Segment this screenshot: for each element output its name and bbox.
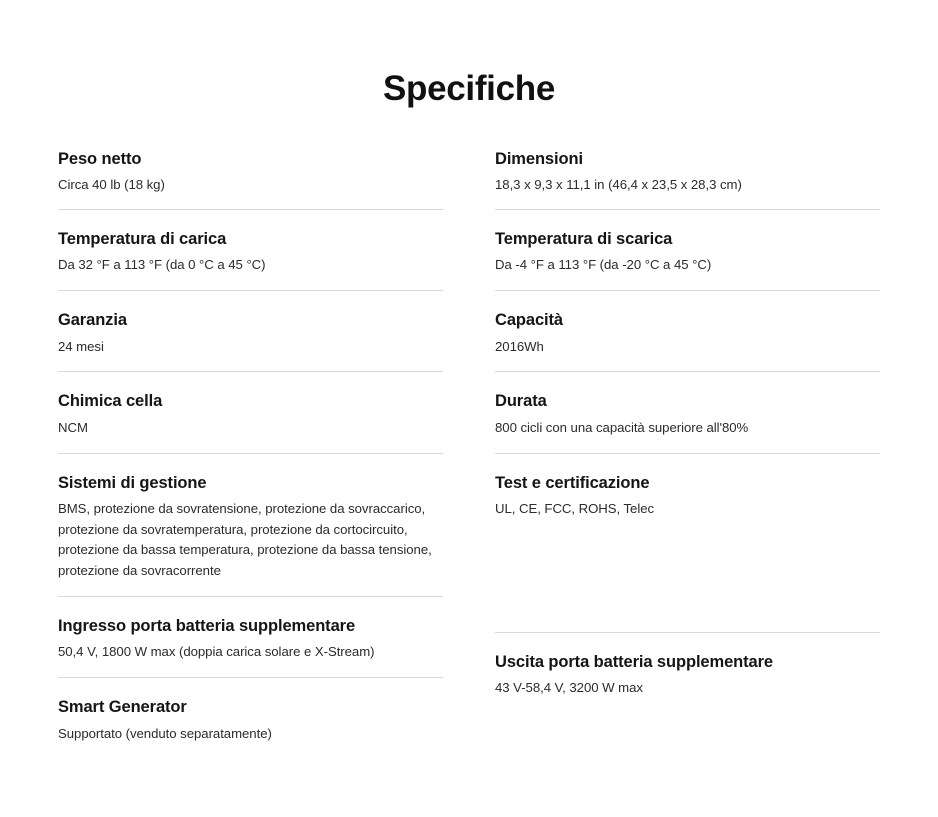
spec-item <box>58 148 443 210</box>
spec-value: Da -4 °F a 113 °F (da -20 °C a 45 °C) <box>495 257 712 273</box>
spec-label: Capacità <box>495 311 563 330</box>
spec-label: Durata <box>495 392 547 411</box>
spec-label: Uscita porta batteria supplementare <box>495 652 773 671</box>
spec-value: 2016Wh <box>495 338 544 354</box>
spec-label: Dimensioni <box>495 150 583 168</box>
spec-item <box>58 597 443 678</box>
spec-value: 800 cicli con una capacità superiore all'80% <box>495 419 749 435</box>
spec-value: Supportato (venduto separatamente) <box>58 725 272 741</box>
spec-label: Ingresso porta batteria supplementare <box>58 617 356 636</box>
spec-item <box>495 372 880 453</box>
spec-value: Da 32 °F a 113 °F (da 0 °C a 45 °C) <box>58 257 266 273</box>
spec-value: UL, CE, FCC, ROHS, Telec <box>495 500 655 516</box>
spec-label: Test e certificazione <box>495 473 650 492</box>
spec-label: Smart Generator <box>58 698 187 717</box>
spec-label: Sistemi di gestione <box>58 473 207 492</box>
spec-item <box>495 148 880 210</box>
spec-label: Garanzia <box>58 311 127 330</box>
spec-item <box>58 210 443 291</box>
spec-value: BMS, protezione da sovratensione, protezione da sovraccarico, protezione da sovratemperatura, protezione da cortocircuito, protezione da bassa temperatura, protezione da bassa tensione, protezione da sovracorrente <box>58 500 432 579</box>
spec-value: 24 mesi <box>58 338 104 354</box>
spec-value: Circa 40 lb (18 kg) <box>58 177 165 193</box>
spec-label: Temperatura di carica <box>58 230 227 249</box>
spec-value: 43 V-58,4 V, 3200 W max <box>495 679 643 695</box>
specifications-column-right <box>495 148 880 758</box>
spec-item <box>495 210 880 291</box>
spec-item <box>495 454 880 633</box>
spec-value: 18,3 x 9,3 x 11,1 in (46,4 x 23,5 x 28,3 cm) <box>495 177 742 193</box>
spec-item <box>58 678 443 758</box>
spec-item <box>58 454 443 598</box>
spec-item <box>495 291 880 372</box>
spec-item <box>58 372 443 453</box>
spec-label: Peso netto <box>58 150 142 168</box>
page-title: Specifiche <box>382 69 556 108</box>
spec-label: Temperatura di scarica <box>495 230 673 249</box>
spec-item <box>58 291 443 372</box>
spec-value: 50,4 V, 1800 W max (doppia carica solare e X-Stream) <box>58 644 375 660</box>
specifications-column-left <box>58 148 443 758</box>
spec-value: NCM <box>58 419 88 435</box>
spec-label: Chimica cella <box>58 392 163 411</box>
spec-item <box>495 633 880 713</box>
specifications-grid <box>58 148 880 758</box>
